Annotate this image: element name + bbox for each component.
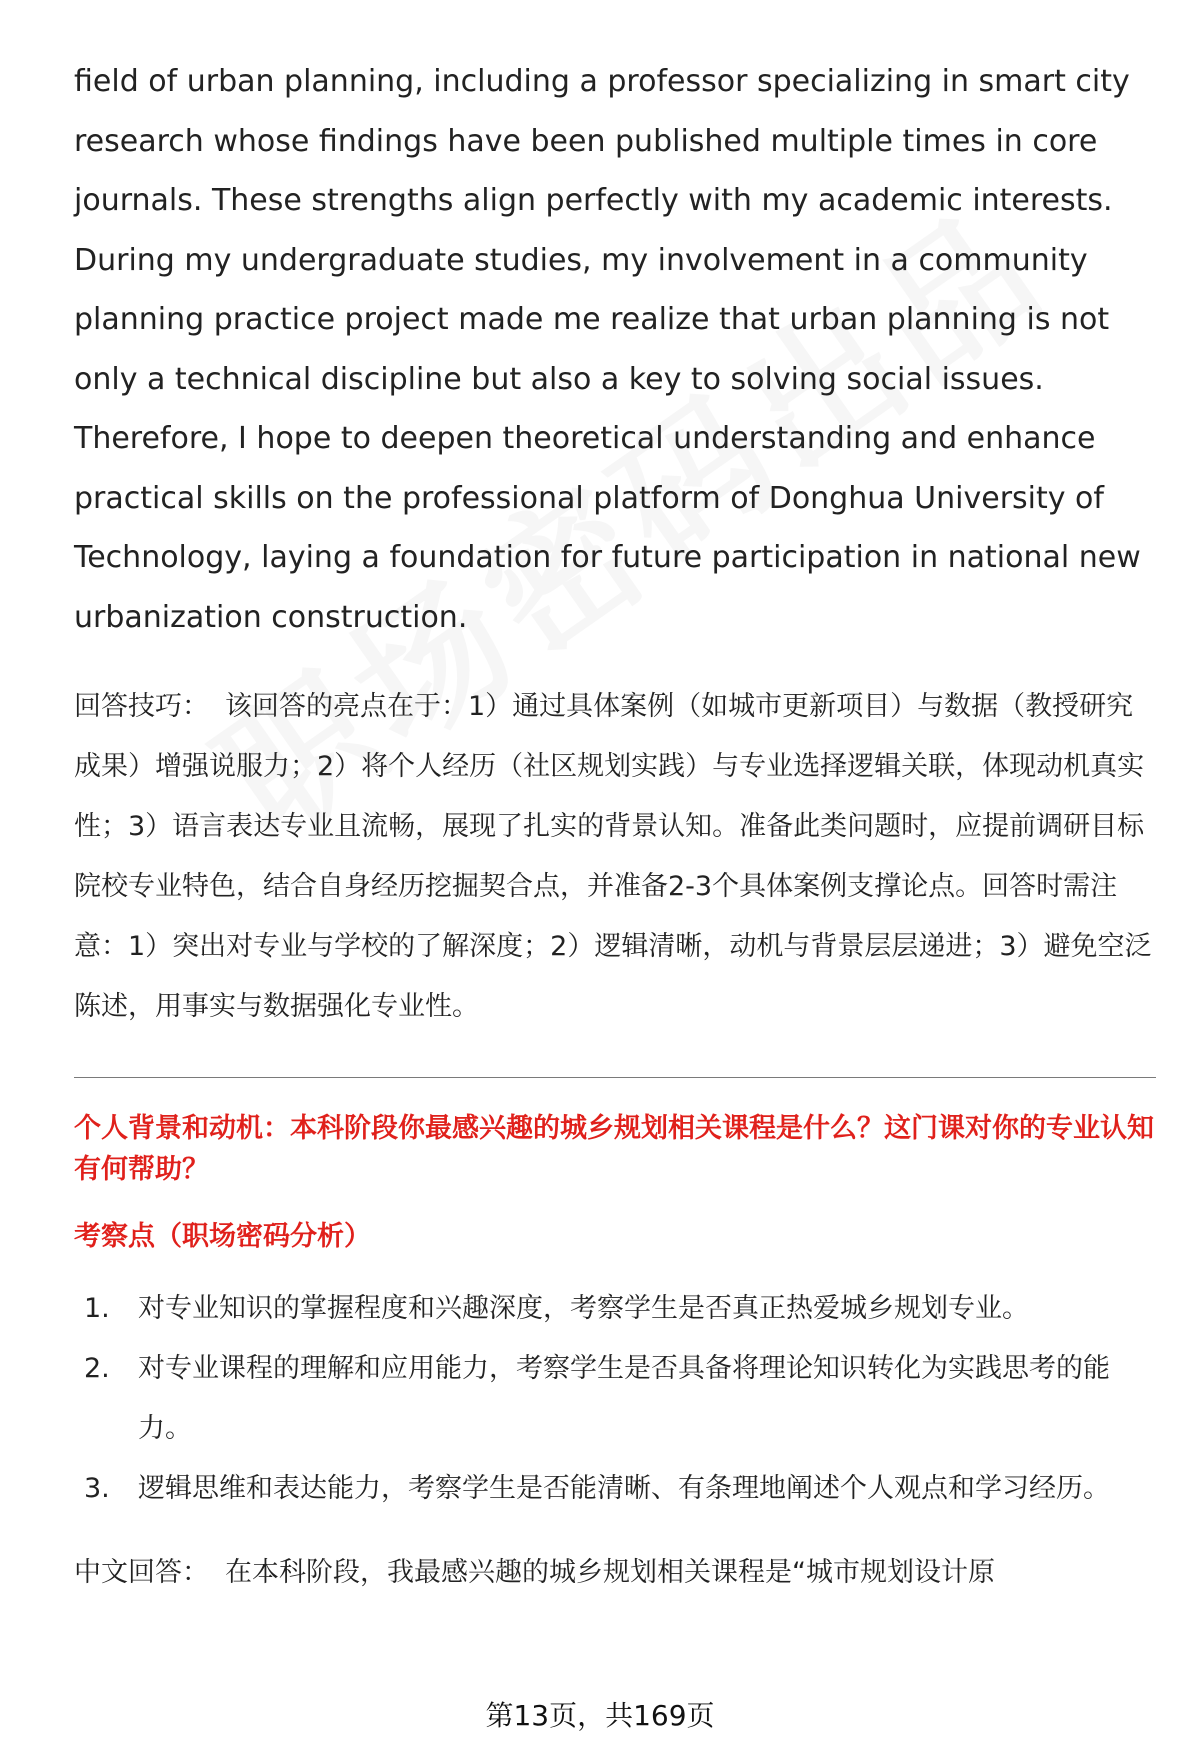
question-title: 个人背景和动机：本科阶段你最感兴趣的城乡规划相关课程是什么？这门课对你的专业认知有何帮助？ xyxy=(74,1113,1154,1185)
chinese-answer-label: 中文回答： xyxy=(74,1557,209,1588)
answer-tips-paragraph xyxy=(74,677,1156,1037)
answer-tips-label: 回答技巧： xyxy=(74,691,209,722)
list-item-number: 3. xyxy=(84,1473,110,1504)
chinese-answer-paragraph xyxy=(74,1543,1156,1603)
list-item-text: 对专业课程的理解和应用能力，考察学生是否具备将理论知识转化为实践思考的能力。 xyxy=(138,1353,1110,1444)
list-item xyxy=(74,1279,1156,1339)
english-answer-paragraph: field of urban planning, including a professor specializing in smart city research whose findings have been published multiple times in core journals. These strengths align perfectly with my academic interests. During my undergraduate studies, my involvement in a community planning practice project made me realize that urban planning is not only a technical discipline but also a key to solving social issues. Therefore, I hope to deepen theoretical understanding and enhance practical skills on the professional platform of Donghua University of Technology, laying a foundation for future participation in national new urbanization construction. xyxy=(74,64,1141,635)
list-item-text: 逻辑思维和表达能力，考察学生是否能清晰、有条理地阐述个人观点和学习经历。 xyxy=(138,1473,1110,1504)
section-divider xyxy=(74,1077,1156,1078)
list-item-number: 1. xyxy=(84,1293,110,1324)
list-item xyxy=(74,1339,1156,1459)
list-item-number: 2. xyxy=(84,1353,110,1384)
answer-tips-text: 该回答的亮点在于：1）通过具体案例（如城市更新项目）与数据（教授研究成果）增强说服力；2）将个人经历（社区规划实践）与专业选择逻辑关联，体现动机真实性；3）语言表达专业且流畅，展现了扎实的背景认知。准备此类问题时，应提前调研目标院校专业特色，结合自身经历挖掘契合点，并准备2-3个具体案例支撑论点。回答时需注意：1）突出对专业与学校的了解深度；2）逻辑清晰，动机与背景层层递进；3）避免空泛陈述，用事实与数据强化专业性。 xyxy=(74,691,1152,1022)
analysis-title: 考察点（职场密码分析） xyxy=(74,1221,371,1252)
page-content xyxy=(74,52,1156,1603)
list-item-text: 对专业知识的掌握程度和兴趣深度，考察学生是否真正热爱城乡规划专业。 xyxy=(138,1293,1029,1324)
chinese-answer-text: 在本科阶段，我最感兴趣的城乡规划相关课程是“城市规划设计原 xyxy=(225,1557,995,1588)
analysis-points-list xyxy=(74,1279,1156,1519)
list-item xyxy=(74,1459,1156,1519)
page-number-footer: 第13页，共169页 xyxy=(485,1699,715,1732)
